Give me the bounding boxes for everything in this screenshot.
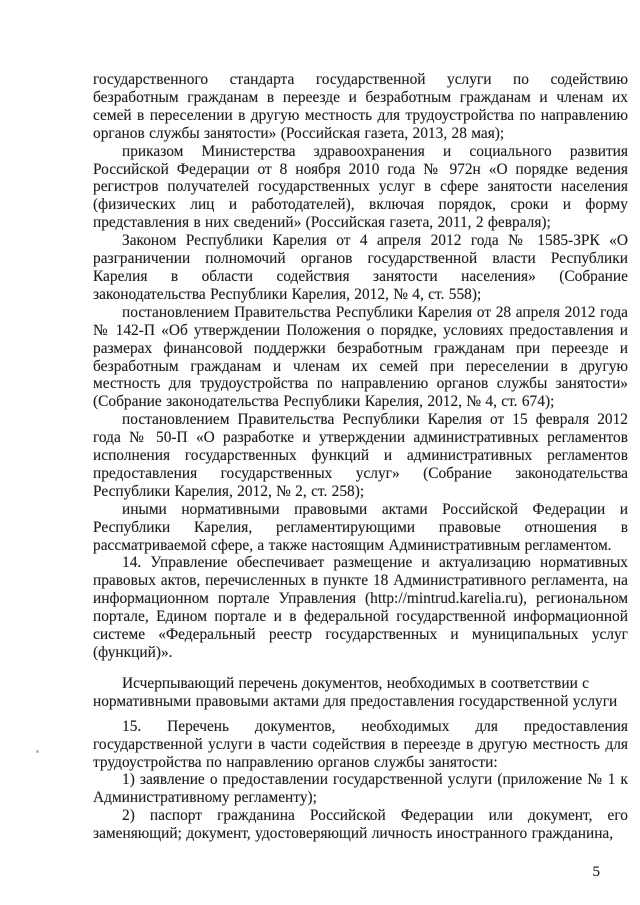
paragraph-list-item-2: 2) паспорт гражданина Российской Федерации или документ, его заменяющий; документ, удостоверяющий личность иностранного гражданина,	[93, 807, 628, 843]
paragraph-order-972n: приказом Министерства здравоохранения и социального развития Российской Федерации от 8 ноября 2010 года № 972н «О порядке ведения регистров получателей государственных услуг в сфере занятости населения (физических лиц и работодателей), включая порядок, сроки и форму представления в них сведений» (Российская газета, 2011, 2 февраля);	[93, 142, 628, 232]
paragraph-list-item-1: 1) заявление о предоставлении государственной услуги (приложение № 1 к Административному регламенту);	[93, 771, 628, 807]
paragraph-continuation: государственного стандарта государственной услуги по содействию безработным гражданам в переезде и безработным гражданам и членам их семей в переселении в другую местность для трудоустройства по направлению органов службы занятости» (Российская газета, 2013, 28 мая);	[93, 71, 628, 142]
paragraph-item-14: 14. Управление обеспечивает размещение и актуализацию нормативных правовых актов, перечисленных в пункте 18 Административного регламента, на информационном портале Управления (http://mintrud.karelia.ru), региональном портале, Едином портале и в федеральной государственной информационной системе «Федеральный реестр государственных и муниципальных услуг (функций)».	[93, 554, 628, 661]
document-body	[93, 71, 628, 843]
paragraph-item-15: 15. Перечень документов, необходимых для предоставления государственной услуги в части содействия в переезде в другую местность для трудоустройства по направлению органов службы занятости:	[93, 717, 628, 771]
paragraph-other-acts: иными нормативными правовыми актами Российской Федерации и Республики Карелия, регламентирующими правовые отношения в рассматриваемой сфере, а также настоящим Административным регламентом.	[93, 500, 628, 554]
section-heading: Исчерпывающий перечень документов, необходимых в соответствии с нормативными правовыми актами для предоставления государственной услуги	[93, 674, 618, 710]
paragraph-resolution-142-p: постановлением Правительства Республики Карелия от 28 апреля 2012 года № 142-П «Об утверждении Положения о порядке, условиях предоставления и размерах финансовой поддержки безработным гражданам при переезде и безработным гражданам и членам их семей при переселении в другую местность для трудоустройства по направлению органов службы занятости» (Собрание законодательства Республики Карелия, 2012, № 4, ст. 674);	[93, 303, 628, 411]
scan-artifact-speck	[36, 750, 39, 753]
page-number: 5	[592, 864, 600, 880]
paragraph-law-1585-zrk: Законом Республики Карелия от 4 апреля 2012 года № 1585-ЗРК «О разграничении полномочий органов государственной власти Республики Карелия в области содействия занятости населения» (Собрание законодательства Республики Карелия, 2012, № 4, ст. 558);	[93, 232, 628, 303]
paragraph-resolution-50-p: постановлением Правительства Республики Карелия от 15 февраля 2012 года № 50-П «О разработке и утверждении административных регламентов исполнения государственных функций и административных регламентов предоставления государственных услуг» (Собрание законодательства Республики Карелия, 2012, № 2, ст. 258);	[93, 411, 628, 500]
